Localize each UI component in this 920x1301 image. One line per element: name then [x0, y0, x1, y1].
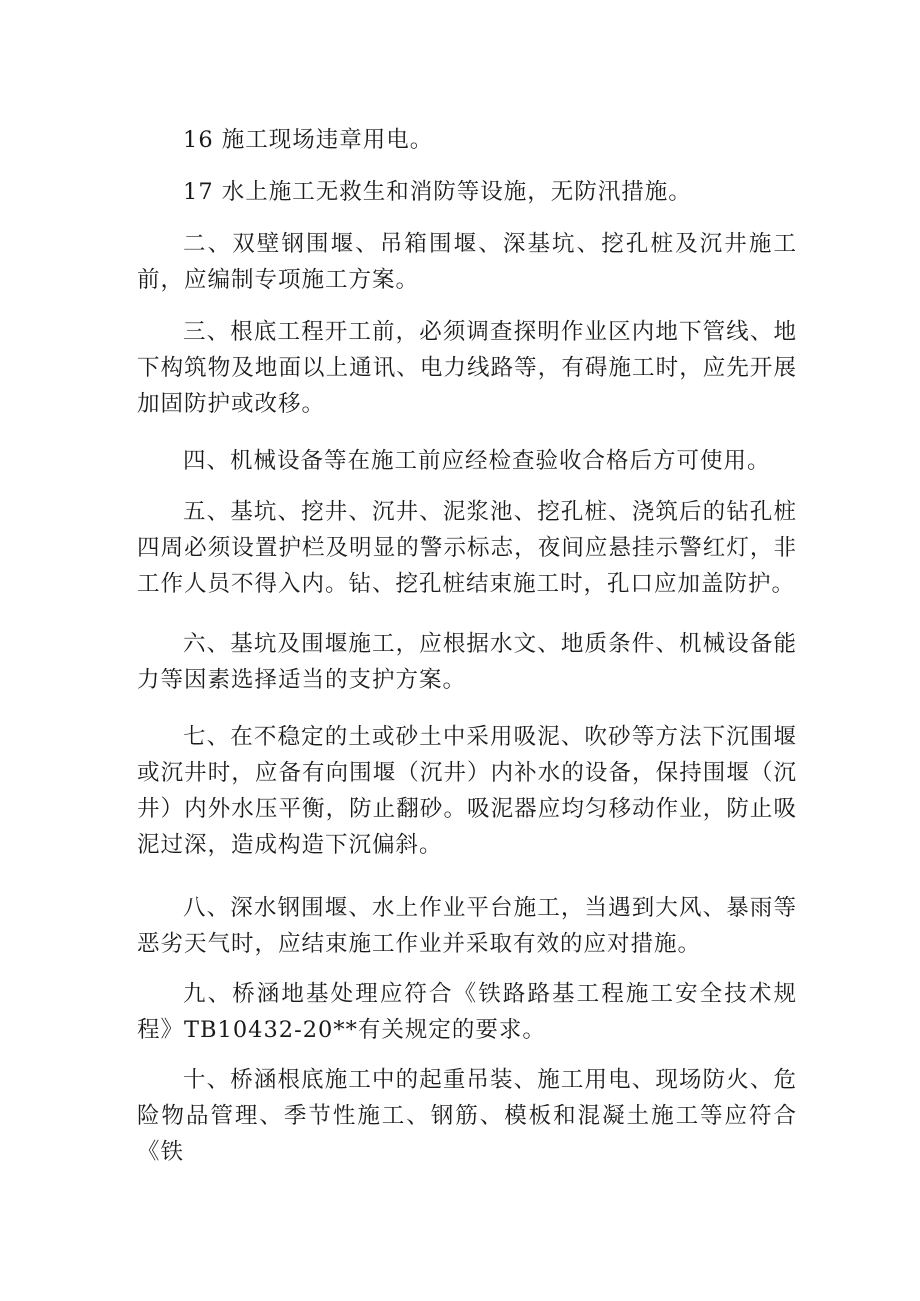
- paragraph-section-4: 四、机械设备等在施工前应经检查验收合格后方可使用。: [183, 448, 771, 474]
- paragraph-section-9: 九、桥涵地基处理应符合《铁路路基工程施工安全技术规程》TB10432-20**有关规定的要求。: [137, 981, 797, 1043]
- paragraph-item-16: 16 施工现场违章用电。: [183, 127, 434, 153]
- paragraph-section-2: 二、双壁钢围堰、吊箱围堰、深基坑、挖孔桩及沉井施工前，应编制专项施工方案。: [137, 231, 797, 293]
- paragraph-section-10: 十、桥涵根底施工中的起重吊装、施工用电、现场防火、危险物品管理、季节性施工、钢筋、模板和混凝土施工等应符合《铁: [137, 1067, 797, 1165]
- paragraph-item-17: 17 水上施工无救生和消防等设施，无防汛措施。: [183, 179, 692, 205]
- paragraph-section-6: 六、基坑及围堰施工，应根据水文、地质条件、机械设备能力等因素选择适当的支护方案。: [137, 631, 797, 693]
- paragraph-section-5: 五、基坑、挖井、沉井、泥浆池、挖孔桩、浇筑后的钻孔桩四周必须设置护栏及明显的警示标志，夜间应悬挂示警红灯，非工作人员不得入内。钻、挖孔桩结束施工时，孔口应加盖防护。: [137, 499, 797, 597]
- paragraph-section-3: 三、根底工程开工前，必须调查探明作业区内地下管线、地下构筑物及地面以上通讯、电力线路等，有碍施工时，应先开展加固防护或改移。: [137, 319, 797, 417]
- paragraph-section-8: 八、深水钢围堰、水上作业平台施工，当遇到大风、暴雨等恶劣天气时，应结束施工作业并采取有效的应对措施。: [137, 895, 797, 957]
- paragraph-section-7: 七、在不稳定的土或砂土中采用吸泥、吹砂等方法下沉围堰或沉井时，应备有向围堰（沉井）内补水的设备，保持围堰（沉井）内外水压平衡，防止翻砂。吸泥器应均匀移动作业，防止吸泥过深，造成构造下沉偏斜。: [137, 724, 797, 858]
